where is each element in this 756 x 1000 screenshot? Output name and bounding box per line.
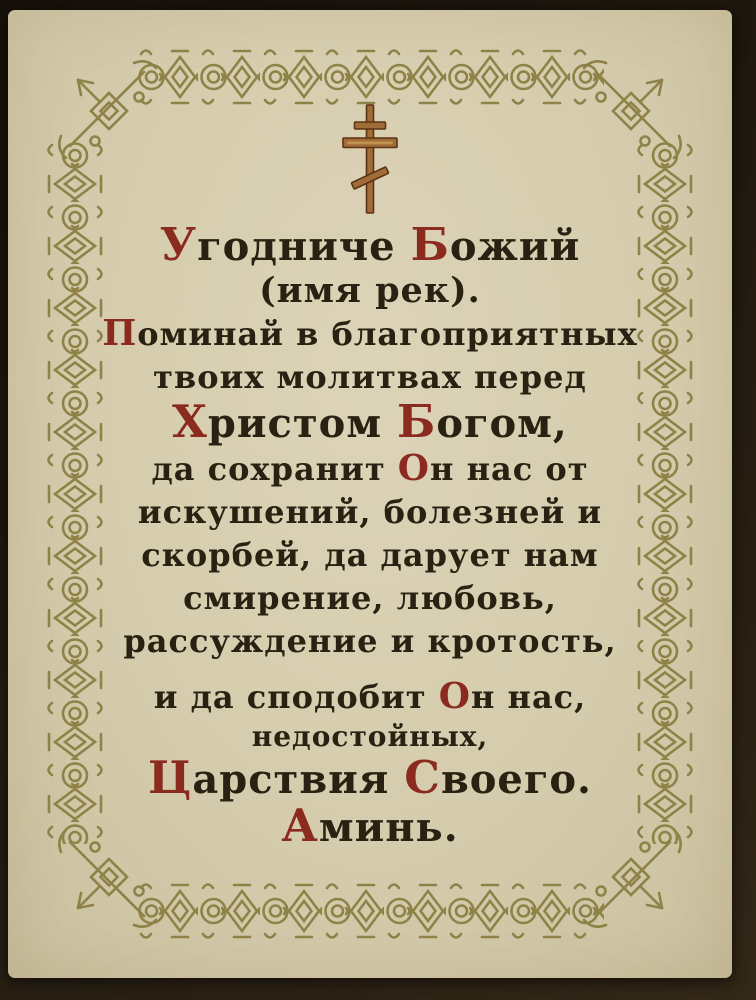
- text-segment: искушений, болезней и: [137, 493, 603, 531]
- red-initial-letter: Ц: [148, 751, 193, 804]
- text-segment: (имя рек).: [259, 270, 481, 311]
- text-segment: н нас,: [470, 678, 587, 716]
- text-segment: минь.: [318, 804, 459, 851]
- text-segment: оминай в благоприятных: [137, 315, 638, 353]
- red-initial-letter: П: [102, 312, 138, 354]
- text-segment: твоих молитвах перед: [153, 358, 587, 396]
- red-initial-letter: О: [438, 675, 471, 717]
- orthodox-cross-icon: [338, 102, 402, 218]
- text-segment: годниче: [197, 223, 411, 270]
- text-segment: рассуждение и кротость,: [123, 622, 617, 660]
- prayer-line: [36, 395, 704, 448]
- prayer-line: [36, 799, 704, 852]
- text-segment: и да сподобит: [153, 678, 439, 716]
- text-segment: да сохранит: [151, 450, 398, 488]
- red-initial-letter: Б: [397, 395, 437, 448]
- text-segment: смирение, любовь,: [183, 579, 557, 617]
- text-segment: арствия: [192, 756, 405, 803]
- text-segment: недостойных,: [251, 720, 489, 753]
- prayer-card: [8, 10, 732, 978]
- prayer-line: [36, 577, 704, 620]
- red-initial-letter: Б: [410, 218, 450, 271]
- prayer-line: [36, 312, 704, 356]
- text-segment: огом,: [436, 400, 568, 447]
- prayer-line: [36, 751, 704, 804]
- text-segment: ристом: [207, 400, 398, 447]
- red-initial-letter: Х: [172, 395, 208, 448]
- text-segment: воего.: [440, 756, 592, 803]
- red-initial-letter: О: [397, 447, 431, 489]
- text-segment: н нас от: [430, 450, 589, 488]
- red-initial-letter: С: [404, 751, 441, 804]
- red-initial-letter: А: [281, 799, 319, 852]
- prayer-line: [36, 356, 704, 399]
- red-initial-letter: У: [159, 218, 198, 271]
- prayer-text: [36, 218, 704, 852]
- text-segment: ожий: [449, 223, 581, 270]
- prayer-line: [36, 620, 704, 663]
- prayer-line: [36, 270, 704, 312]
- prayer-line: [36, 218, 704, 271]
- text-segment: скорбей, да дарует нам: [141, 536, 599, 574]
- prayer-line: [36, 447, 704, 491]
- prayer-line: [36, 491, 704, 534]
- prayer-line: [36, 719, 704, 755]
- prayer-line: [36, 675, 704, 719]
- prayer-line: [36, 534, 704, 577]
